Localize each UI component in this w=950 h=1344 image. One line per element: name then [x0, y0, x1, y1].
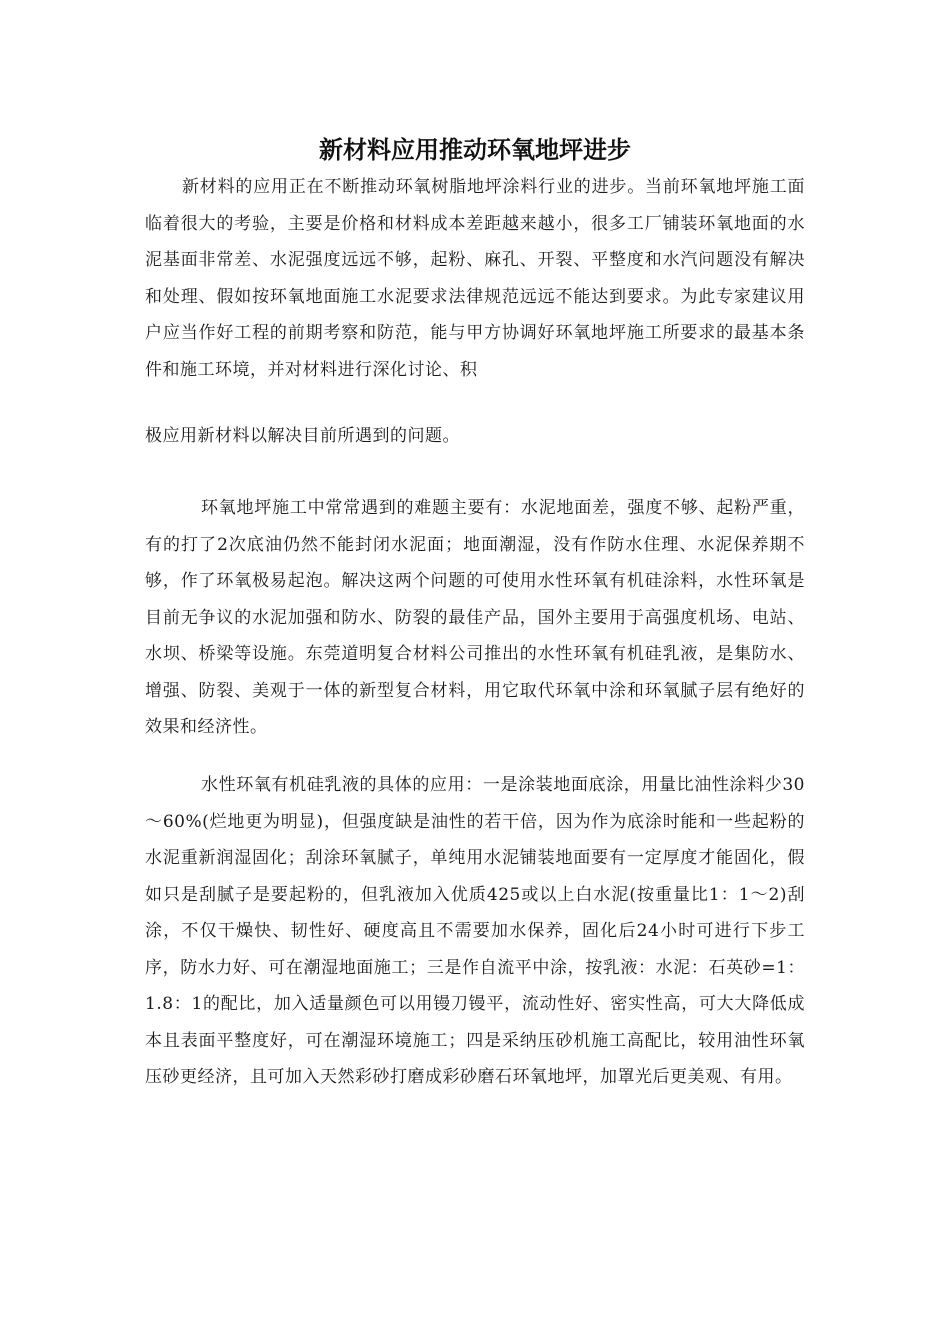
paragraph-1: 新材料的应用正在不断推动环氧树脂地坪涂料行业的进步。当前环氧地坪施工面临着很大的考验，主要是价格和材料成本差距越来越小，很多工厂铺装环氧地面的水泥基面非常差、水泥强度远远不够，起粉、麻孔、开裂、平整度和水汽问题没有解决和处理、假如按环氧地面施工水泥要求法律规范远远不能达到要求。为此专家建议用户应当作好工程的前期考察和防范，能与甲方协调好环氧地坪施工所要求的最基本条件和施工环境，并对材料进行深化讨论、积 — [145, 177, 805, 380]
paragraph-2: 环氧地坪施工中常常遇到的难题主要有：水泥地面差，强度不够、起粉严重，有的打了2次底油仍然不能封闭水泥面；地面潮湿，没有作防水住理、水泥保养期不够，作了环氧极易起泡。解决这两个问题的可使用水性环氧有机硅涂料，水性环氧是目前无争议的水泥加强和防水、防裂的最佳产品，国外主要用于高强度机场、电站、水坝、桥梁等设施。东莞道明复合材料公司推出的水性环氧有机硅乳液，是集防水、增强、防裂、美观于一体的新型复合材料，用它取代环氧中涂和环氧腻子层有绝好的效果和经济性。 — [145, 498, 805, 737]
paragraph-1-continuation: 极应用新材料以解决目前所遇到的问题。 — [145, 426, 460, 446]
document-title: 新材料应用推动环氧地坪进步 — [319, 136, 631, 164]
paragraph-3: 水性环氧有机硅乳液的具体的应用：一是涂装地面底涂，用量比油性涂料少30～60%(烂地更为明显)，但强度缺是油性的若干倍，因为作为底涂时能和一些起粉的水泥重新润湿固化；刮涂环氧腻子，单纯用水泥铺装地面要有一定厚度才能固化，假如只是刮腻子是要起粉的，但乳液加入优质425或以上白水泥(按重量比1：1～2)刮涂，不仅干燥快、韧性好、硬度高且不需要加水保养，固化后24小时可进行下步工序，防水力好、可在潮湿地面施工；三是作自流平中涂，按乳液：水泥：石英砂=1：1.8：1的配比，加入适量颜色可以用镘刀镘平，流动性好、密实性高，可大大降低成本且表面平整度好，可在潮湿环境施工；四是采纳压砂机施工高配比，较用油性环氧压砂更经济，且可加入天然彩砂打磨成彩砂磨石环氧地坪，加罩光后更美观、有用。 — [145, 775, 805, 1087]
